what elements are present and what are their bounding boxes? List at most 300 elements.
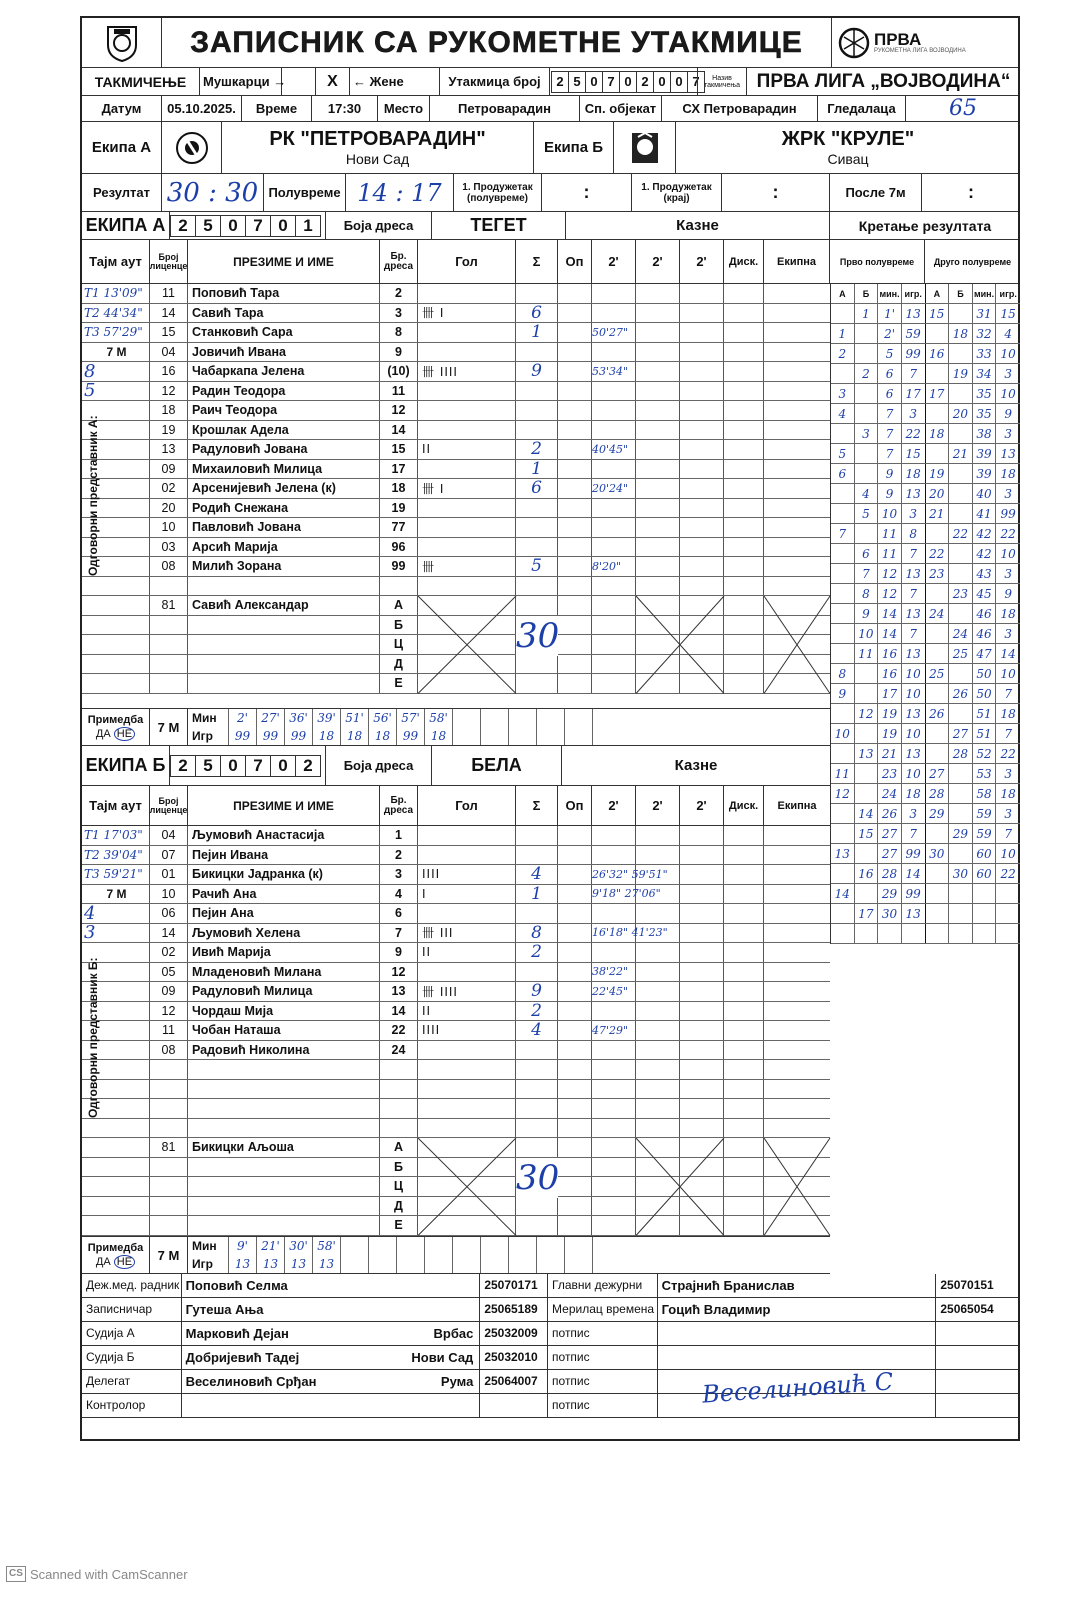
- goal-tally: 卌 IIII: [418, 362, 516, 381]
- player-name: Чордаш Мија: [188, 1002, 380, 1021]
- team-a-jersey-label: Боја дреса: [326, 212, 432, 239]
- progress-cell: 16: [878, 644, 902, 663]
- progress-cell: 27: [949, 724, 973, 743]
- team-a-code-digit: 0: [270, 215, 296, 237]
- team-penalty-cell: [764, 440, 830, 459]
- progress-cell: [831, 624, 855, 643]
- progress-cell: 2: [831, 344, 855, 363]
- penalty-times: [592, 1177, 636, 1196]
- timeout-cell: [82, 674, 150, 693]
- jersey-number: 11: [380, 382, 418, 401]
- progress-cell: [949, 804, 973, 823]
- license-cell: 04: [150, 343, 188, 362]
- team-penalty-cell: [764, 885, 830, 904]
- warning-cell: [558, 865, 592, 884]
- sevenm-igr-line: [188, 727, 620, 745]
- warning-cell: [558, 1041, 592, 1060]
- progress-row: [831, 344, 1020, 364]
- penalty-cell: [636, 1177, 680, 1196]
- jersey-number: 96: [380, 538, 418, 557]
- progress-cell: 4: [1004, 326, 1012, 341]
- sevenm-min-cell: 58': [312, 1237, 340, 1255]
- license-cell: [150, 616, 188, 635]
- progress-row: [831, 484, 1020, 504]
- goal-tally: [418, 635, 516, 654]
- progress-row: [831, 564, 1020, 584]
- table-row: [82, 826, 830, 846]
- license-cell: [150, 1216, 188, 1235]
- team-penalty-cell: [764, 343, 830, 362]
- progress-cell: 5: [855, 504, 879, 523]
- progress-cell: 11: [855, 644, 879, 663]
- penalty-times: [592, 343, 636, 362]
- warning-cell: [558, 885, 592, 904]
- progress-cell: 29: [949, 824, 973, 843]
- duty-license: 25070151: [940, 1278, 994, 1293]
- jersey-number: 8: [380, 323, 418, 342]
- official-license: 25032010: [480, 1346, 548, 1369]
- progress-cell: 7: [831, 524, 855, 543]
- player-name: Пејин Ивана: [188, 846, 380, 865]
- warning-cell: [558, 1197, 592, 1216]
- progress-cell: 59: [973, 824, 997, 843]
- spectators-value: 65: [949, 96, 977, 121]
- table-row: [82, 982, 830, 1002]
- penalty-times: [592, 1060, 636, 1079]
- warning-cell: [558, 904, 592, 923]
- sevenm-min-cell: 9': [228, 1237, 256, 1255]
- license-cell: 12: [150, 382, 188, 401]
- jersey-number: 6: [380, 904, 418, 923]
- jersey-number: Е: [380, 1216, 418, 1235]
- sevenm-min-cell: 58': [424, 709, 452, 727]
- warning-cell: [558, 655, 592, 674]
- warning-cell: [558, 460, 592, 479]
- progress-cell: 13: [902, 744, 926, 763]
- license-cell: [150, 577, 188, 596]
- duty-license: [936, 1394, 1018, 1417]
- progress-cell: 7: [1004, 726, 1012, 741]
- progress-cell: 21: [949, 444, 973, 463]
- official-city: [391, 1274, 481, 1297]
- progress-cell: А: [926, 284, 950, 303]
- goal-tally: [418, 1138, 516, 1157]
- table-row: [82, 479, 830, 499]
- progress-cell: [855, 444, 879, 463]
- progress-cell: 7: [902, 364, 926, 383]
- progress-row: [831, 404, 1020, 424]
- goal-sum: [516, 674, 558, 693]
- goal-tally: [418, 1197, 516, 1216]
- penalty-times: 50'27": [592, 323, 636, 342]
- penalty-cell: [636, 1158, 680, 1177]
- penalty-cell: [680, 499, 724, 518]
- table-row: [82, 1002, 830, 1022]
- progress-cell: 7: [1004, 686, 1012, 701]
- table-row: [82, 616, 830, 636]
- player-name: Бикицки Аљоша: [188, 1138, 380, 1157]
- progress-cell: 32: [973, 324, 997, 343]
- progress-cell: [855, 764, 879, 783]
- team-penalty-cell: [764, 479, 830, 498]
- ot2-value: :: [722, 174, 830, 211]
- team-penalty-cell: [764, 1099, 830, 1118]
- note-label: Примедба: [87, 713, 144, 726]
- disq-cell: [724, 362, 764, 381]
- progress-cell: 9: [855, 604, 879, 623]
- progress-cell: [949, 564, 973, 583]
- progress-cell: 13: [902, 604, 926, 623]
- league-logo-sub: РУКОМЕТНА ЛИГА ВОЈВОДИНА: [874, 48, 966, 54]
- penalty-times: 16'18" 41'23": [592, 924, 636, 943]
- license-cell: 16: [150, 362, 188, 381]
- team-b-info: [676, 122, 1020, 173]
- note-yes-b: ДА: [95, 1256, 111, 1268]
- progress-cell: 4: [831, 404, 855, 423]
- progress-cell: [831, 864, 855, 883]
- official-role-label: Делегат: [82, 1370, 182, 1393]
- progress-row: [831, 804, 1020, 824]
- disq-cell: [724, 982, 764, 1001]
- team-a-code-digit: 1: [295, 215, 321, 237]
- table-row: [82, 284, 830, 304]
- table-row: [82, 635, 830, 655]
- player-name: Радовић Николина: [188, 1041, 380, 1060]
- table-row: [82, 557, 830, 577]
- penalty-cell: [636, 635, 680, 654]
- progress-cell: 53: [973, 764, 997, 783]
- progress-cell: 25: [926, 664, 950, 683]
- disq-cell: [724, 924, 764, 943]
- warning-cell: [558, 421, 592, 440]
- license-cell: [150, 674, 188, 693]
- penalty-cell: [680, 826, 724, 845]
- goal-sum: 9: [516, 362, 558, 381]
- penalty-cell: [680, 1138, 724, 1157]
- goal-tally: [418, 1158, 516, 1177]
- progress-cell: 14: [831, 884, 855, 903]
- progress-cell: 1': [878, 304, 902, 323]
- sevenm-igr-cell: [396, 1255, 424, 1273]
- table-row: [82, 362, 830, 382]
- penalty-cell: [636, 963, 680, 982]
- goal-tally: IIII: [418, 1021, 516, 1040]
- team-b-7m-label: 7 М: [150, 1237, 188, 1273]
- progress-cell: [949, 904, 973, 923]
- table-row: [82, 1119, 830, 1139]
- team-penalty-cell: [764, 1002, 830, 1021]
- progress-cell: 41: [973, 504, 997, 523]
- team-a-section-label: ЕКИПА А: [82, 212, 170, 239]
- team-penalty-cell: [764, 460, 830, 479]
- half-label: Полувреме: [264, 174, 346, 211]
- goal-tally: [418, 284, 516, 303]
- jersey-number: 14: [380, 1002, 418, 1021]
- goal-sum: 9: [516, 982, 558, 1001]
- progress-row: [831, 844, 1020, 864]
- player-name: Павловић Јована: [188, 518, 380, 537]
- penalty-times: 20'24": [592, 479, 636, 498]
- col-2min-2: 2': [636, 240, 680, 283]
- disq-cell: [724, 1021, 764, 1040]
- progress-row: [831, 424, 1020, 444]
- warning-cell: [558, 577, 592, 596]
- player-name: Арсенијевић Јелена (к): [188, 479, 380, 498]
- player-name: Арсић Марија: [188, 538, 380, 557]
- progress-cell: 9: [831, 684, 855, 703]
- progress-cell: 51: [973, 724, 997, 743]
- penalty-cell: [680, 963, 724, 982]
- progress-cell: 17: [855, 904, 879, 923]
- goal-tally: II: [418, 1002, 516, 1021]
- penalty-times: [592, 616, 636, 635]
- disq-cell: [724, 1060, 764, 1079]
- jersey-number: 17: [380, 460, 418, 479]
- license-cell: 09: [150, 982, 188, 1001]
- progress-row: [831, 504, 1020, 524]
- progress-cell: 12: [831, 784, 855, 803]
- match-no-digit: 2: [551, 71, 569, 93]
- progress-cell: 15: [855, 824, 879, 843]
- progress-row: [831, 304, 1020, 324]
- goal-tally: [418, 421, 516, 440]
- team-b-code-digit: 5: [195, 755, 221, 777]
- official-row: [82, 1298, 1018, 1322]
- team-a-jersey: ТЕГЕТ: [432, 212, 566, 239]
- official-city: Рума: [391, 1370, 481, 1393]
- penalty-cell: [636, 904, 680, 923]
- progress-cell: 10: [1000, 666, 1016, 681]
- player-name: Савић Тара: [188, 304, 380, 323]
- comp-name-label: Назив такмичења: [697, 68, 747, 95]
- progress-cell: [973, 884, 997, 903]
- progress-cell: 21: [878, 744, 902, 763]
- col-timeout-b: Тајм аут: [82, 786, 150, 825]
- progress-cell: 23: [949, 584, 973, 603]
- timeout-cell: T3 57'29": [82, 323, 150, 342]
- team-penalty-cell: [764, 635, 830, 654]
- license-cell: 07: [150, 846, 188, 865]
- warning-cell: [558, 1060, 592, 1079]
- table-row: [82, 1138, 830, 1158]
- official-city: [391, 1394, 481, 1417]
- goal-tally: IIII: [418, 865, 516, 884]
- team-penalty-cell: [764, 323, 830, 342]
- table-row: [82, 1158, 830, 1178]
- progress-cell: 3: [902, 804, 926, 823]
- goal-sum: 2: [516, 1002, 558, 1021]
- col-team-b: Екипна: [777, 799, 817, 812]
- penalty-cell: [680, 635, 724, 654]
- license-cell: [150, 1099, 188, 1118]
- license-cell: 18: [150, 401, 188, 420]
- sevenm-igr-cell: 99: [284, 727, 312, 745]
- progress-cell: 10: [831, 724, 855, 743]
- penalty-cell: [636, 382, 680, 401]
- penalty-times: [592, 1138, 636, 1157]
- progress-cell: 22: [1000, 526, 1016, 541]
- jersey-number: 19: [380, 499, 418, 518]
- license-cell: 04: [150, 826, 188, 845]
- progress-cell: [949, 504, 973, 523]
- progress-cell: [855, 684, 879, 703]
- progress-cell: [949, 844, 973, 863]
- penalty-times: [592, 1080, 636, 1099]
- col-2min-2-b: 2': [636, 786, 680, 825]
- penalty-cell: [636, 479, 680, 498]
- team-b-logo: [614, 122, 676, 173]
- team-penalty-cell: [764, 924, 830, 943]
- sevenm-igr-cell: 13: [312, 1255, 340, 1273]
- disq-cell: [724, 826, 764, 845]
- progress-cell: 11: [831, 764, 855, 783]
- progress-cell: [949, 884, 973, 903]
- league-logo-text: ПРВА: [874, 30, 922, 49]
- jersey-number: [380, 1119, 418, 1138]
- penalty-times: [592, 904, 636, 923]
- note-no: НЕ: [114, 727, 135, 741]
- team-penalty-cell: [764, 538, 830, 557]
- sevenm-min-cell: [536, 1237, 564, 1255]
- goal-sum: 4: [516, 1021, 558, 1040]
- penalty-times: 9'18" 27'06": [592, 885, 636, 904]
- timeout-cell: 5: [82, 382, 150, 401]
- place-label: Место: [378, 96, 430, 121]
- penalty-cell: [636, 1119, 680, 1138]
- progress-cell: [926, 644, 950, 663]
- progress-cell: 7: [1004, 826, 1012, 841]
- official-duty-label: потпис: [548, 1322, 658, 1345]
- warning-cell: [558, 1080, 592, 1099]
- sevenm-igr-cell: 99: [228, 727, 256, 745]
- penalty-times: [592, 401, 636, 420]
- progress-cell: 17: [926, 384, 950, 403]
- penalty-cell: [636, 323, 680, 342]
- team-penalty-cell: [764, 674, 830, 693]
- goal-sum: 1: [516, 885, 558, 904]
- progress-cell: 16: [878, 664, 902, 683]
- progress-cell: 42: [973, 544, 997, 563]
- warning-cell: [558, 596, 592, 615]
- progress-cell: [855, 884, 879, 903]
- sevenm-min-cell: [452, 709, 480, 727]
- team-a-note: [82, 709, 150, 745]
- penalty-times: [592, 1002, 636, 1021]
- penalty-times: [592, 635, 636, 654]
- player-name: [188, 1216, 380, 1235]
- progress-row: [831, 644, 1020, 664]
- progress-cell: [996, 884, 1020, 903]
- progress-cell: 14: [878, 624, 902, 643]
- disq-cell: [724, 674, 764, 693]
- progress-cell: [949, 344, 973, 363]
- progress-cell: 8: [831, 664, 855, 683]
- progress-cell: 30: [949, 864, 973, 883]
- venue-value: СХ Петроварадин: [662, 96, 818, 121]
- empty-men-box: [282, 68, 316, 95]
- delegate-signature: Веселиновић С: [701, 1367, 895, 1409]
- progress-cell: [926, 904, 950, 923]
- note-no-b: НЕ: [114, 1255, 135, 1269]
- official-license: 25065189: [480, 1298, 548, 1321]
- table-row: [82, 401, 830, 421]
- match-no-digit: 0: [585, 71, 603, 93]
- progress-cell: 6: [831, 464, 855, 483]
- player-name: [188, 1197, 380, 1216]
- sevenm-min-cell: [592, 1237, 620, 1255]
- sevenm-min-cell: [340, 1237, 368, 1255]
- team-b-section-label: ЕКИПА Б: [82, 746, 170, 785]
- progress-cell: 22: [926, 544, 950, 563]
- progress-cell: 20: [926, 484, 950, 503]
- warning-cell: [558, 674, 592, 693]
- goal-tally: [418, 826, 516, 845]
- progress-cell: 1: [855, 304, 879, 323]
- timeout-cell: T2 39'04": [82, 846, 150, 865]
- jersey-number: 2: [380, 846, 418, 865]
- license-cell: 19: [150, 421, 188, 440]
- sevenm-min-cell: [592, 709, 620, 727]
- penalty-cell: [680, 1002, 724, 1021]
- team-a-city: Нови Сад: [345, 150, 410, 167]
- official-license: [480, 1394, 548, 1417]
- progress-cell: 23: [878, 764, 902, 783]
- document-title: ЗАПИСНИК СА РУКОМЕТНЕ УТАКМИЦЕ: [162, 18, 832, 67]
- official-role-label: Контролор: [82, 1394, 182, 1417]
- col-license: Број лиценце: [150, 240, 188, 283]
- goal-tally: [418, 1060, 516, 1079]
- team-penalty-cell: [764, 982, 830, 1001]
- disq-cell: [724, 1138, 764, 1157]
- progress-cell: 20: [949, 404, 973, 423]
- warning-cell: [558, 1002, 592, 1021]
- progress-cell: [831, 604, 855, 623]
- spectators-label: Гледалаца: [818, 96, 906, 121]
- goal-tally: 卌 III: [418, 924, 516, 943]
- sevenm-min-cell: [452, 1237, 480, 1255]
- progress-cell: 47: [973, 644, 997, 663]
- progress-cell: 19: [949, 364, 973, 383]
- sevenm-igr-cell: 99: [396, 727, 424, 745]
- penalty-cell: [680, 1099, 724, 1118]
- official-name: Веселиновић Срђан: [185, 1373, 317, 1389]
- match-no-digit: 0: [619, 71, 637, 93]
- penalty-cell: [636, 943, 680, 962]
- progress-cell: 3: [902, 404, 926, 423]
- table-row: [82, 904, 830, 924]
- penalty-cell: [636, 1080, 680, 1099]
- men-option: [200, 68, 287, 95]
- progress-cell: А: [831, 284, 855, 303]
- progress-cell: [949, 604, 973, 623]
- progress-cell: 26: [878, 804, 902, 823]
- disq-cell: [724, 596, 764, 615]
- progress-cell: 10: [878, 504, 902, 523]
- goal-sum: [516, 382, 558, 401]
- col-jersey: Бр. дреса: [380, 240, 418, 283]
- player-name: Станковић Сара: [188, 323, 380, 342]
- goal-tally: I: [418, 885, 516, 904]
- progress-cell: 31: [973, 304, 997, 323]
- timeout-cell: [82, 596, 150, 615]
- license-cell: [150, 1119, 188, 1138]
- player-name: Радуловић Јована: [188, 440, 380, 459]
- sevenm-igr-cell: [592, 1255, 620, 1273]
- progress-cell: 7: [902, 584, 926, 603]
- penalty-cell: [680, 421, 724, 440]
- license-cell: [150, 1158, 188, 1177]
- warning-cell: [558, 1119, 592, 1138]
